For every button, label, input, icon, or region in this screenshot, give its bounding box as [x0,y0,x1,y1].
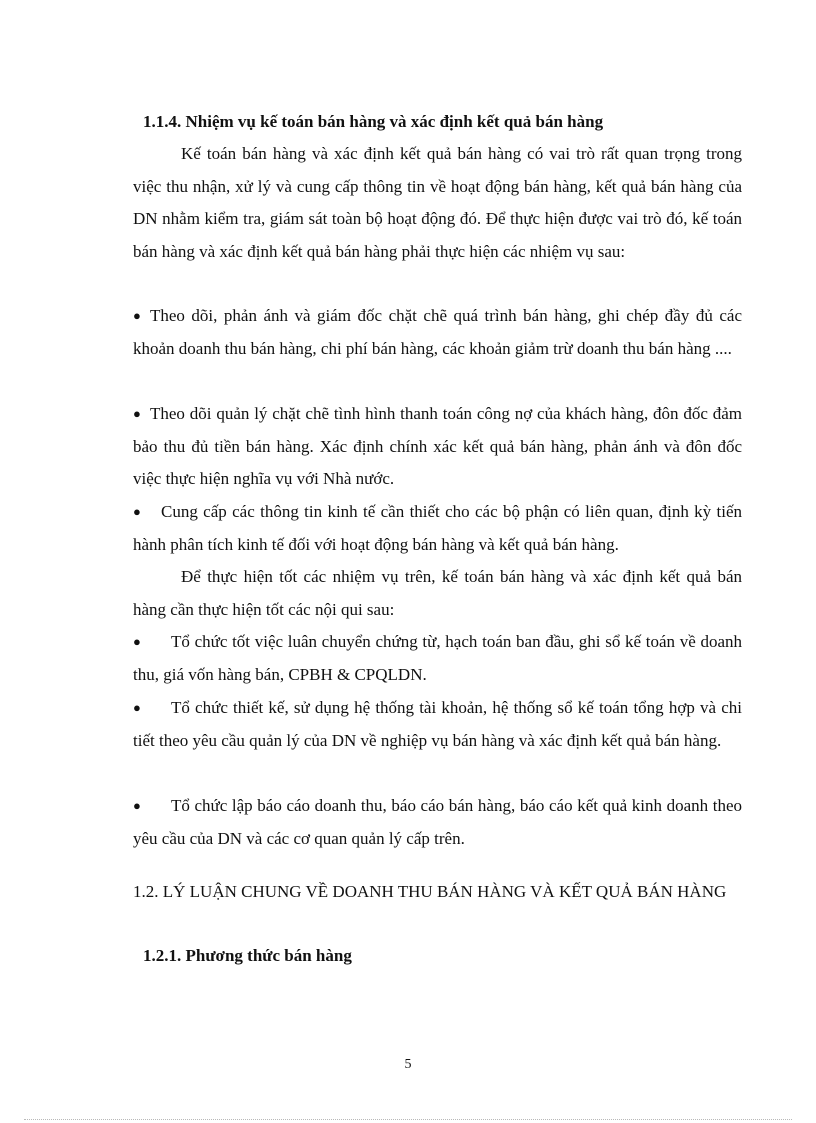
page-number: 5 [404,1057,412,1072]
duty-item-3 [133,496,742,561]
bullet-icon: ● [133,798,141,813]
duty-item-1 [133,300,742,365]
duty-item-2 [133,398,742,496]
bullet-icon: ● [133,700,141,715]
rule-text: Tổ chức thiết kế, sử dụng hệ thống tài khoản, hệ thống sổ kế toán tổng hợp và chi tiết theo yêu cầu quản lý của DN về nghiệp vụ bán hàng và xác định kết quả bán hàng. [133,698,742,750]
rule-item-1 [133,626,742,691]
intro-paragraph: Kế toán bán hàng và xác định kết quả bán hàng có vai trò rất quan trọng trong việc thu nhận, xử lý và cung cấp thông tin về hoạt động bán hàng, kết quả bán hàng của DN nhằm kiểm tra, giám sát toàn bộ hoạt động đó. Để thực hiện được vai trò đó, kế toán bán hàng và xác định kết quả bán hàng phải thực hiện các nhiệm vụ sau: [133,144,742,261]
chapter-section-title: 1.2. LÝ LUẬN CHUNG VỀ DOANH THU BÁN HÀNG VÀ KẾT QUẢ BÁN HÀNG [133,882,727,901]
rule-text: Tổ chức tốt việc luân chuyển chứng từ, hạch toán ban đầu, ghi sổ kế toán về doanh thu, giá vốn hàng bán, CPBH & CPQLDN. [133,632,742,684]
rule-item-3 [133,790,742,855]
rule-text: Tổ chức lập báo cáo doanh thu, báo cáo bán hàng, báo cáo kết quả kinh doanh theo yêu cầu của DN và các cơ quan quản lý cấp trên. [133,796,742,848]
rule-item-2 [133,692,742,757]
footer-divider [24,1119,792,1120]
duty-text: Theo dõi, phản ánh và giám đốc chặt chẽ quá trình bán hàng, ghi chép đầy đủ các khoản doanh thu bán hàng, chi phí bán hàng, các khoản giảm trừ doanh thu bán hàng .... [133,306,742,358]
bullet-icon: ● [133,634,141,649]
section-heading: 1.1.4. Nhiệm vụ kế toán bán hàng và xác định kết quả bán hàng [143,112,604,131]
bullet-icon: ● [133,504,141,519]
bullet-icon: ● [133,406,141,421]
transition-paragraph: Để thực hiện tốt các nhiệm vụ trên, kế toán bán hàng và xác định kết quả bán hàng cần thực hiện tốt các nội qui sau: [133,567,742,619]
duty-text: Cung cấp các thông tin kinh tế cần thiết cho các bộ phận có liên quan, định kỳ tiến hành phân tích kinh tế đối với hoạt động bán hàng và kết quả bán hàng. [133,502,742,554]
bullet-icon: ● [133,308,141,323]
subsection-heading: 1.2.1. Phương thức bán hàng [143,946,352,965]
duty-text: Theo dõi quản lý chặt chẽ tình hình thanh toán công nợ của khách hàng, đôn đốc đảm bảo thu đủ tiền bán hàng. Xác định chính xác kết quả bán hàng, phản ánh và đôn đốc việc thực hiện nghĩa vụ với Nhà nước. [133,404,742,488]
